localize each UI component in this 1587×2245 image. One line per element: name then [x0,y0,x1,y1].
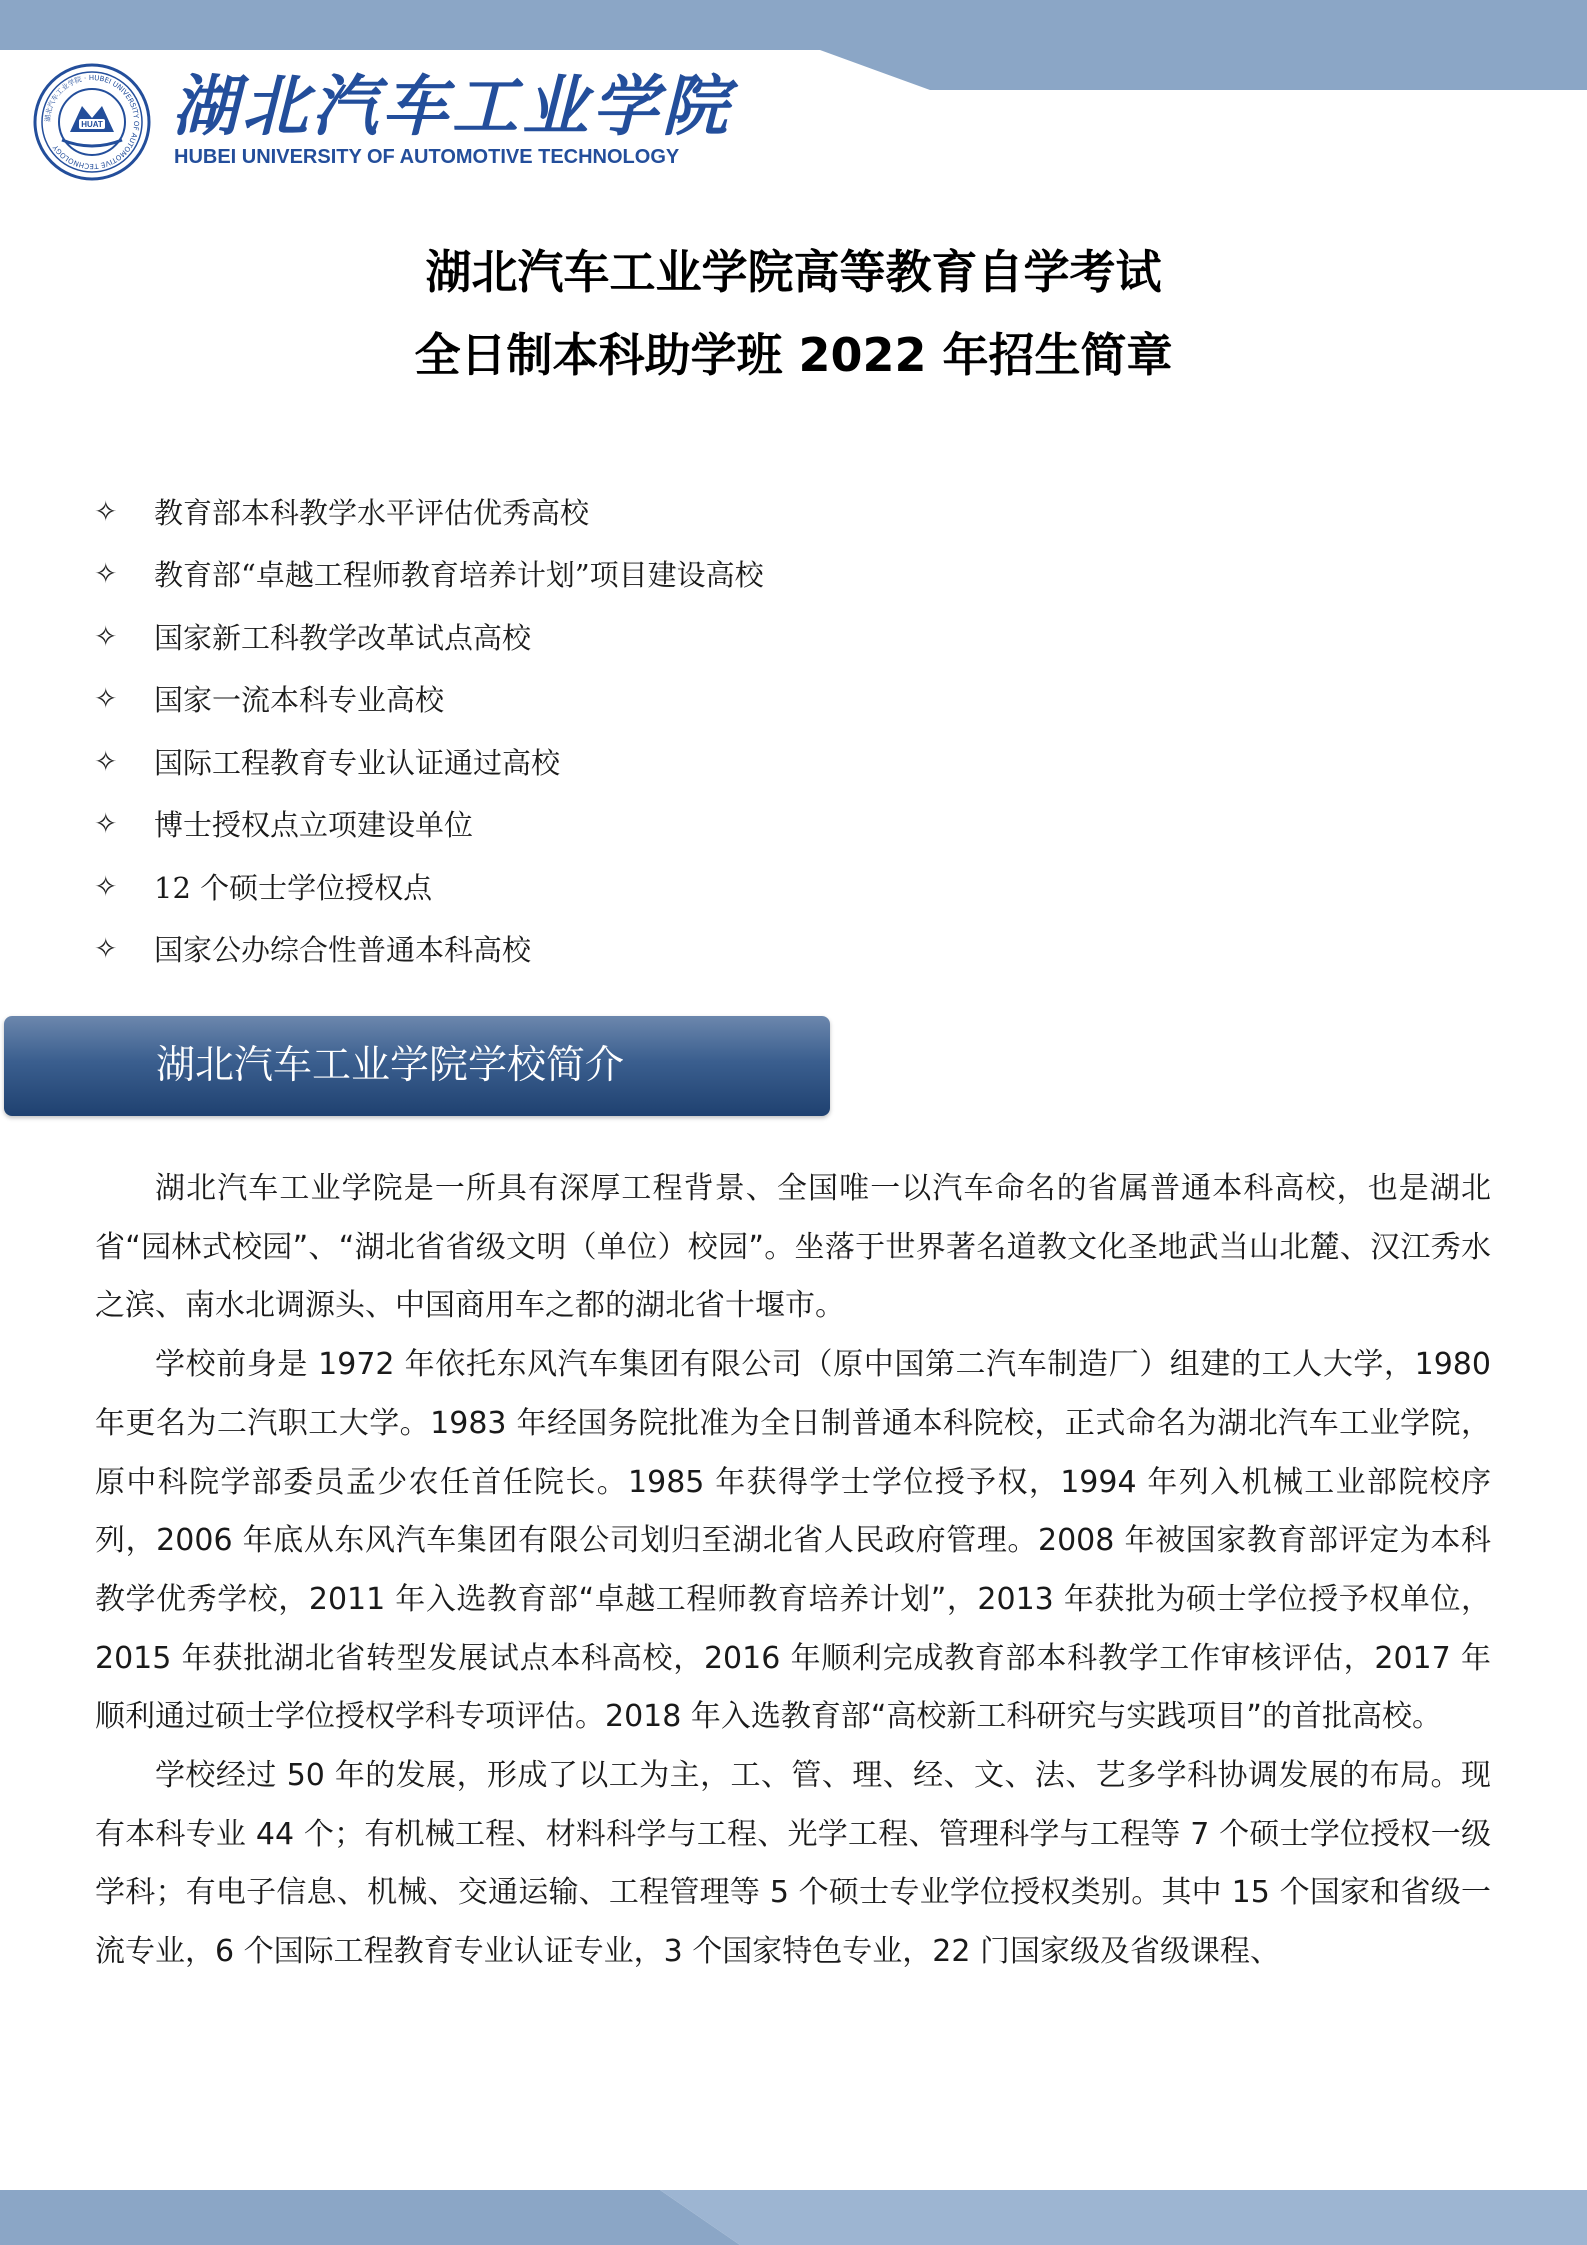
footer-band [0,2170,1587,2245]
list-item [94,668,764,731]
feature-text: 12 个硕士学位授权点 [154,870,433,905]
star-bullet-icon: ✧ [94,744,118,778]
section-header [4,1016,830,1116]
seal-ring-text [32,62,152,182]
feature-text: 国家新工科教学改革试点高校 [154,620,532,655]
feature-text: 博士授权点立项建设单位 [154,808,474,843]
list-item [94,605,764,668]
school-name-cn: 湖北汽车工业学院 [172,67,732,145]
feature-text: 国家一流本科专业高校 [154,683,445,718]
list-item [94,543,764,606]
svg-text:湖北汽车工业学院 · HUBEI UNIVERSITY OF: 湖北汽车工业学院 · HUBEI UNIVERSITY OF AUTOMOTIVE TECHNOLOGY [43,73,141,171]
star-bullet-icon: ✧ [94,682,118,716]
feature-text: 国家公办综合性普通本科高校 [154,933,532,968]
list-item [94,918,764,981]
section-title: 湖北汽车工业学院学校简介 [156,1043,625,1088]
paragraph: 湖北汽车工业学院是一所具有深厚工程背景、全国唯一以汽车命名的省属普通本科高校，也是湖北省“园林式校园”、“湖北省省级文明（单位）校园”。坐落于世界著名道教文化圣地武当山北麓、汉江秀水之滨、南水北调源头、中国商用车之都的湖北省十堰市。 [95,1171,1491,1324]
star-bullet-icon: ✧ [94,932,118,966]
feature-list [94,480,764,980]
paragraph: 学校前身是 1972 年依托东风汽车集团有限公司（原中国第二汽车制造厂）组建的工人大学，1980 年更名为二汽职工大学。1983 年经国务院批准为全日制普通本科院校，正式命名为湖北汽车工业学院，原中科院学部委员孟少农任首任院长。1985 年获得学士学位授予权，1994 年列入机械工业部院校序列，2006 年底从东风汽车集团有限公司划归至湖北省人民政府管理。2008 年被国家教育部评定为本科教学优秀学校，2011 年入选教育部“卓越工程师教育培养计划”，2013 年获批为硕士学位授予权单位，2015 年获批湖北省转型发展试点本科高校，2016 年顺利完成教育部本科教学工作审核评估，2017 年顺利通过硕士学位授权学科专项评估。2018 年入选教育部“高校新工科研究与实践项目”的首批高校。 [95,1347,1491,1735]
feature-text: 教育部“卓越工程师教育培养计划”项目建设高校 [154,558,764,593]
star-bullet-icon: ✧ [94,869,118,903]
school-name-en: HUBEI UNIVERSITY OF AUTOMOTIVE TECHNOLOGY [174,146,680,168]
paragraph: 学校经过 50 年的发展，形成了以工为主，工、管、理、经、文、法、艺多学科协调发展的布局。现有本科专业 44 个；有机械工程、材料科学与工程、光学工程、管理科学与工程等 7 个硕士学位授权一级学科；有电子信息、机械、交通运输、工程管理等 5 个硕士专业学位授权类别。其中 15 个国家和省级一流专业，6 个国际工程教育专业认证专业，3 个国家特色专业，22 门国家级及省级课程、 [95,1758,1491,1970]
list-item [94,730,764,793]
star-bullet-icon: ✧ [94,619,118,653]
list-item [94,855,764,918]
star-bullet-icon: ✧ [94,557,118,591]
document-title-line2: 全日制本科助学班 2022 年招生简章 [414,328,1173,382]
list-item [94,480,764,543]
feature-text: 国际工程教育专业认证通过高校 [154,745,561,780]
seal-abbr: HUAT [81,120,103,129]
document-title-line1: 湖北汽车工业学院高等教育自学考试 [425,245,1162,299]
school-logo [32,62,732,182]
feature-text: 教育部本科教学水平评估优秀高校 [154,495,590,530]
intro-body [95,1160,1491,1982]
list-item [94,793,764,856]
star-bullet-icon: ✧ [94,494,118,528]
star-bullet-icon: ✧ [94,807,118,841]
